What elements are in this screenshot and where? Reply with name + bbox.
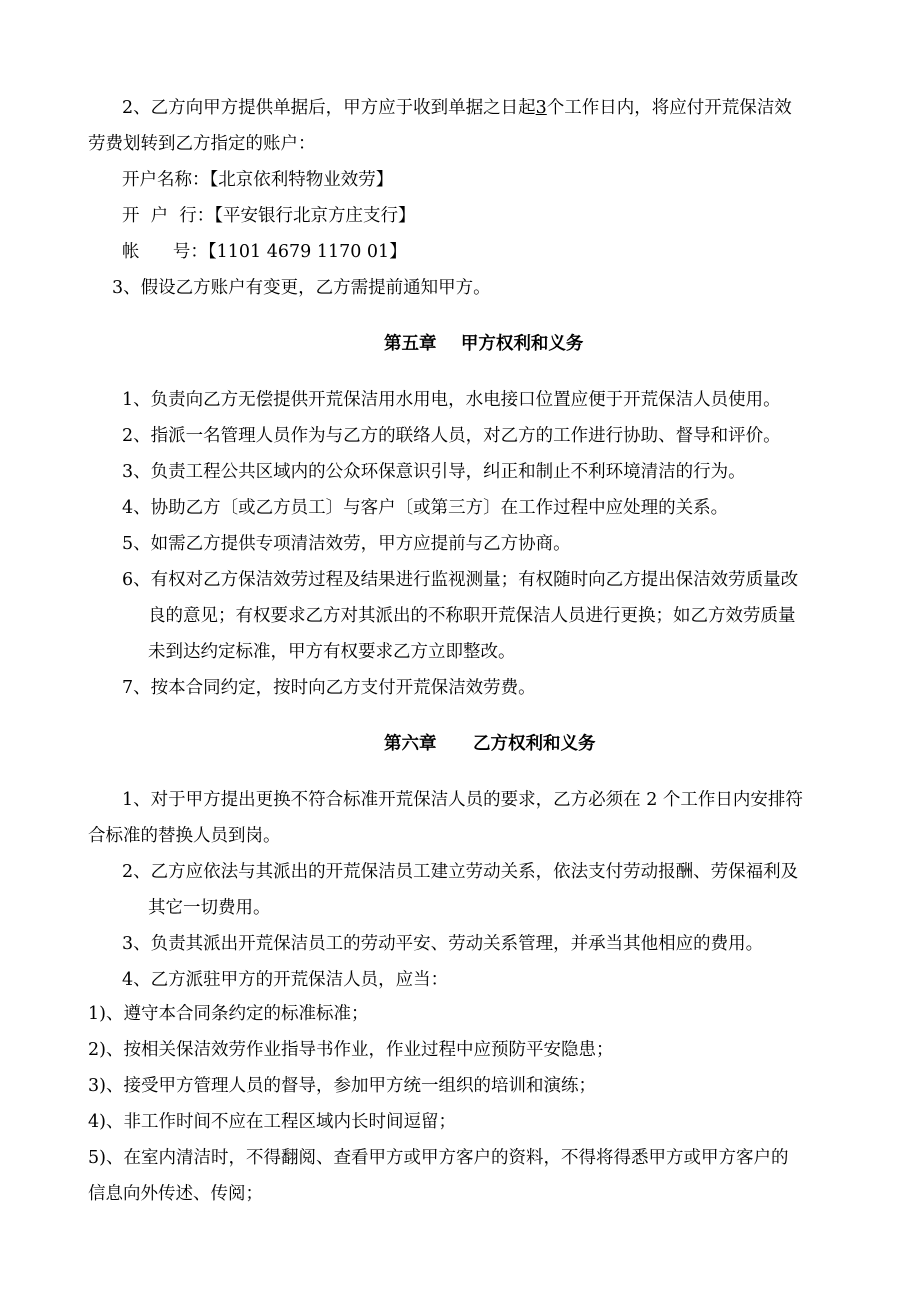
chapter-5-item: 2、指派一名管理人员作为与乙方的联络人员，对乙方的工作进行协助、督导和评价。 [122,426,781,446]
chapter-6-subitem: 5)、在室内清洁时，不得翻阅、查看甲方或甲方客户的资料，不得将得悉甲方或甲方客户的 [88,1148,789,1168]
chapter-6-item: 1、对于甲方提出更换不符合标准开荒保洁人员的要求，乙方必须在 2 个工作日内安排符 [122,790,803,810]
payment-clause-prefix: 2、乙方向甲方提供单据后，甲方应于收到单据之日起 [122,98,536,118]
payment-clause-line-1 [122,97,792,119]
account-name: 开户名称：【北京依利特物业效劳】 [122,170,394,190]
chapter-6-item-continued: 合标准的替换人员到岗。 [88,826,281,846]
chapter-6-item: 3、负责其派出开荒保洁员工的劳动平安、劳动关系管理，并承当其他相应的费用。 [122,934,764,954]
chapter-6-item-continued: 其它一切费用。 [148,898,271,918]
payment-days-value: 3 [535,98,547,118]
chapter-6-subitem-continued: 信息向外传述、传阅； [88,1184,263,1204]
chapter-5-item: 1、负责向乙方无偿提供开荒保洁用水用电，水电接口位置应便于开荒保洁人员使用。 [122,390,781,410]
account-change-clause: 3、假设乙方账户有变更，乙方需提前通知甲方。 [112,278,491,298]
chapter-5-item: 5、如需乙方提供专项清洁效劳，甲方应提前与乙方协商。 [122,534,571,554]
bank-name: 开 户 行：【平安银行北京方庄支行】 [122,206,416,226]
chapter-5-item-continued: 未到达约定标准，甲方有权要求乙方立即整改。 [148,642,516,662]
chapter-5-item-continued: 良的意见；有权要求乙方对其派出的不称职开荒保洁人员进行更换；如乙方效劳质量 [148,606,796,626]
chapter-6-subitem: 4)、非工作时间不应在工程区域内长时间逗留； [88,1112,456,1132]
chapter-6-subitem: 1)、遵守本合同条约定的标准标准； [88,1004,369,1024]
chapter-5-item: 6、有权对乙方保洁效劳过程及结果进行监视测量；有权随时向乙方提出保洁效劳质量改 [122,570,799,590]
chapter-5-item: 4、协助乙方〔或乙方员工〕与客户〔或第三方〕在工作过程中应处理的关系。 [122,498,729,518]
chapter-6-subitem: 2)、按相关保洁效劳作业指导书作业，作业过程中应预防平安隐患； [88,1040,614,1060]
account-number: 帐 号：【1101 4679 1170 01】 [122,242,407,262]
chapter-6-title: 第六章 乙方权利和义务 [384,734,596,754]
chapter-5-title: 第五章 甲方权利和义务 [384,334,584,354]
payment-clause-suffix: 个工作日内，将应付开荒保洁效 [546,98,792,118]
chapter-6-subitem: 3)、接受甲方管理人员的督导，参加甲方统一组织的培训和演练； [88,1076,596,1096]
chapter-6-item: 2、乙方应依法与其派出的开荒保洁员工建立劳动关系，依法支付劳动报酬、劳保福利及 [122,862,799,882]
chapter-5-item: 7、按本合同约定，按时向乙方支付开荒保洁效劳费。 [122,678,536,698]
chapter-6-item: 4、乙方派驻甲方的开荒保洁人员，应当： [122,970,449,990]
payment-clause-line-2: 劳费划转到乙方指定的账户： [88,134,316,154]
chapter-5-item: 3、负责工程公共区域内的公众环保意识引导，纠正和制止不利环境清洁的行为。 [122,462,746,482]
